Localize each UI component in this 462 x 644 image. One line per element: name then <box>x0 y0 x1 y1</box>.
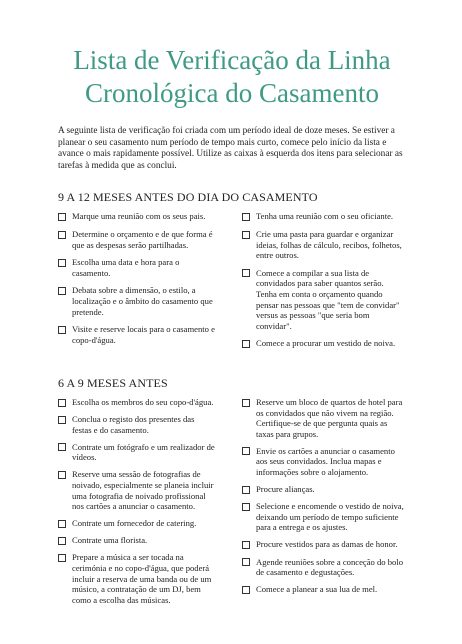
checklist-item <box>242 584 406 595</box>
item-text: Visite e reserve locais para o casamento e copo-d'água. <box>72 324 215 345</box>
checkbox[interactable] <box>242 213 250 221</box>
item-text: Conclua o registo dos presentes das festas e do casamento. <box>72 414 195 435</box>
checkbox[interactable] <box>242 269 250 277</box>
item-text: Envie os cartões a anunciar o casamento aos seus convidados. Inclua mapas e informações sobre o alojamento. <box>256 445 395 477</box>
left-column <box>58 397 216 612</box>
checkbox[interactable] <box>58 416 66 424</box>
checklist-item <box>58 324 216 345</box>
page-title <box>58 44 406 110</box>
checkbox[interactable] <box>242 486 250 494</box>
checklist-item <box>58 257 216 278</box>
title-line-2: Cronológica do Casamento <box>85 78 379 108</box>
checklist-item <box>58 229 216 250</box>
checkbox[interactable] <box>58 443 66 451</box>
checklist-item <box>58 469 216 511</box>
document-page <box>0 44 462 644</box>
checkbox[interactable] <box>58 213 66 221</box>
checkbox[interactable] <box>58 471 66 479</box>
checkbox[interactable] <box>242 586 250 594</box>
checklist-item <box>242 446 406 478</box>
checkbox[interactable] <box>242 558 250 566</box>
checklist-item <box>242 557 406 578</box>
item-text: Tenha uma reunião com o seu oficiante. <box>256 211 394 222</box>
item-text: Reserve um bloco de quartos de hotel para os convidados que não vivem na região. Certifique-se de que pergunta quais as taxas para grupos. <box>256 396 403 439</box>
checkbox[interactable] <box>242 541 250 549</box>
item-text: Comece a procurar um vestido de noiva. <box>256 338 396 349</box>
item-text: Comece a compilar a sua lista de convidados para saber quantos serão. Tenha em conta o orçamento quando pensar nas pessoas que "tem de convidar" versus as pessoas "que seria bom convidar". <box>256 267 400 331</box>
section-heading: 6 A 9 MESES ANTES <box>58 375 168 390</box>
checkbox[interactable] <box>242 503 250 511</box>
checkbox[interactable] <box>242 399 250 407</box>
section-6-9-months <box>58 376 406 612</box>
checkbox[interactable] <box>58 399 66 407</box>
checkbox[interactable] <box>242 231 250 239</box>
checklist-item <box>58 285 216 317</box>
intro-paragraph: A seguinte lista de verificação foi criada com um período ideal de doze meses. Se estiver a planear o seu casamento num período de tempo mais curto, comece pelo início da lista e avance o mais rapidamente possível. Utilize as caixas à esquerda dos itens para selecionar as tarefas à medida que as conclui. <box>58 126 403 171</box>
item-text: Crie uma pasta para guardar e organizar ideias, folhas de cálculo, recibos, folhetos, entre outros. <box>256 228 402 261</box>
checkbox[interactable] <box>58 520 66 528</box>
checkbox[interactable] <box>58 259 66 267</box>
item-text: Contrate um fornecedor de catering. <box>72 518 197 529</box>
checkbox[interactable] <box>58 287 66 295</box>
right-column <box>242 211 406 356</box>
checklist-item <box>242 229 406 261</box>
item-text: Agende reuniões sobre a conceção do bolo de casamento e degustações. <box>256 556 403 578</box>
item-text: Contrate uma florista. <box>72 535 148 546</box>
checklist-item <box>242 484 406 495</box>
checklist-item <box>242 268 406 332</box>
checkbox[interactable] <box>58 554 66 562</box>
checklist-item <box>58 211 216 222</box>
item-text: Determine o orçamento e de que forma é que as despesas serão partilhadas. <box>72 228 213 250</box>
item-text: Comece a planear a sua lua de mel. <box>256 584 378 595</box>
checkbox[interactable] <box>58 231 66 239</box>
item-text: Reserve uma sessão de fotografias de noivado, especialmente se planeia incluir uma fotografia de noivado profissional nos cartões a anunciar o casamento. <box>72 469 214 512</box>
section-9-12-months <box>58 190 406 356</box>
item-text: Debata sobre a dimensão, o estilo, a localização e o âmbito do casamento que pretende. <box>72 285 213 317</box>
item-text: Escolha os membros do seu copo-d'água. <box>72 396 214 407</box>
checklist-item <box>58 535 216 546</box>
section-heading: 9 A 12 MESES ANTES DO DIA DO CASAMENTO <box>58 190 318 205</box>
item-text: Procure alianças. <box>256 484 315 495</box>
checklist-item <box>58 552 216 605</box>
checklist-item <box>242 501 406 533</box>
item-text: Prepare a música a ser tocada na cerimónia e no copo-d'água, que poderá incluir a reserva de uma banda ou de um músico, a contratação de um DJ, bem como a escolha das músicas. <box>72 552 212 605</box>
item-text: Selecione e encomende o vestido de noiva, deixando um período de tempo suficiente para a entrega e os ajustes. <box>256 501 404 533</box>
right-column <box>242 397 406 612</box>
checkbox[interactable] <box>58 537 66 545</box>
item-text: Procure vestidos para as damas de honor. <box>256 539 398 550</box>
section-columns <box>58 211 406 356</box>
checklist-item <box>58 397 216 408</box>
checklist-item <box>242 539 406 550</box>
checklist-item <box>242 397 406 439</box>
item-text: Escolha uma data e hora para o casamento. <box>72 257 180 278</box>
section-columns <box>58 397 406 612</box>
checklist-item <box>242 338 406 349</box>
item-text: Marque uma reunião com os seus pais. <box>72 211 206 222</box>
checklist-item <box>58 414 216 435</box>
title-line-1: Lista de Verificação da Linha <box>73 45 391 75</box>
checkbox[interactable] <box>242 340 250 348</box>
checkbox[interactable] <box>58 326 66 334</box>
left-column <box>58 211 216 356</box>
checklist-item <box>58 518 216 529</box>
checklist-item <box>58 442 216 463</box>
checkbox[interactable] <box>242 447 250 455</box>
item-text: Contrate um fotógrafo e um realizador de vídeos. <box>72 441 215 463</box>
checklist-item <box>242 211 406 222</box>
